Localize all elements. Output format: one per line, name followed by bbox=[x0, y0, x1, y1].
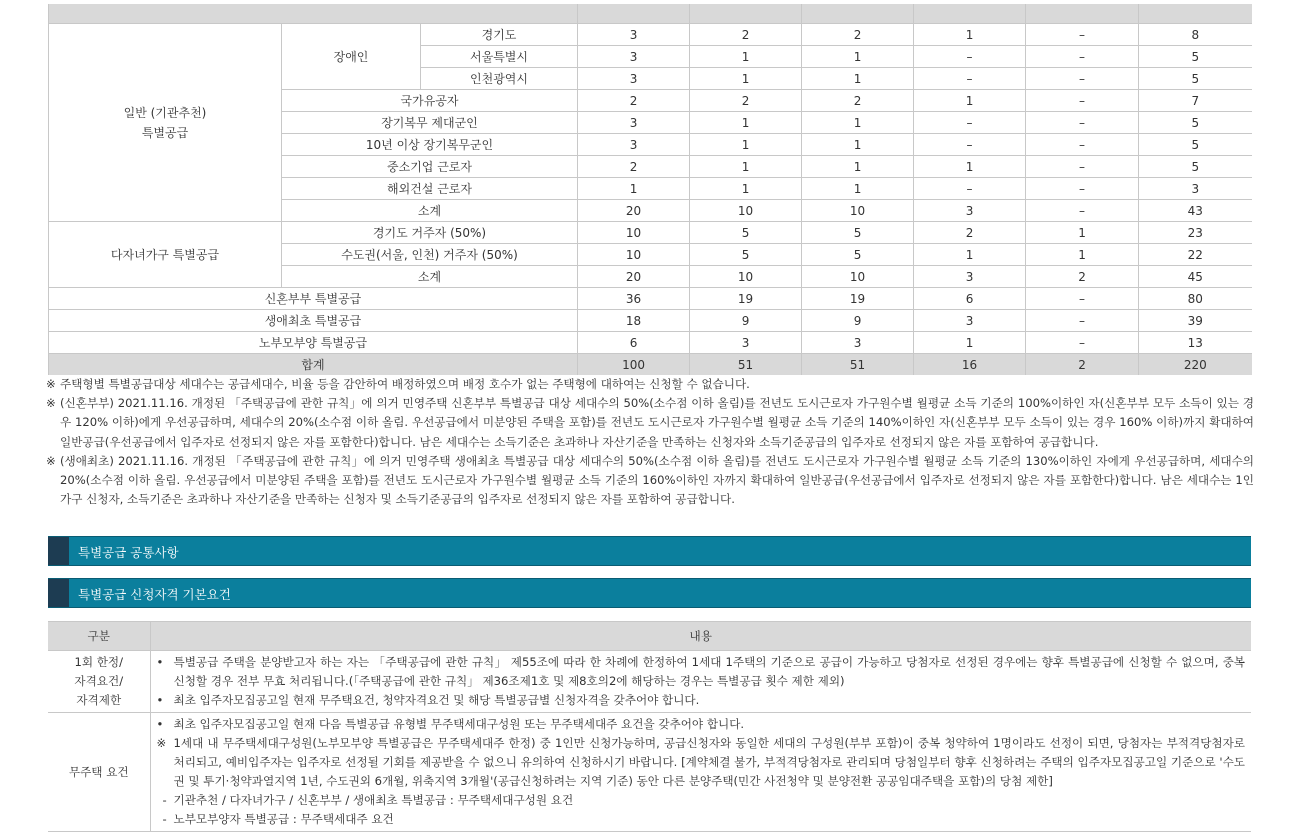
value-cell: 43 bbox=[1139, 200, 1252, 222]
item-text: 1세대 내 무주택세대구성원(노부모부양 특별공급은 무주택세대주 한정) 중 1인만 신청가능하며, 공급신청자와 동일한 세대의 구성원(부부 포함)이 중복 청약하여 1명이라도 선정이 되면, 당첨자는 부적격당첨자로 처리되고, 예비입주자는 입주자로 선정될 기회를 제공받을 수 없으니 유의하여 신청하시기 바랍니다. [계약체결 불가, 부적격당첨자로 관리되며 당첨일부터 향후 신청하려는 주택의 입주자모집공고일 기준으로 '수도권 및 투기·청약과열지역 1년, 수도권외 6개월, 위축지역 3개월'(공급신청하려는 지역 기준) 동안 다른 분양주택(민간 사전청약 및 분양전환 공공임대주택을 포함)의 당첨 제한] bbox=[173, 736, 1245, 788]
value-cell: 9 bbox=[690, 310, 802, 332]
header-cell bbox=[690, 4, 802, 24]
note-text: (신혼부부) 2021.11.16. 개정된 「주택공급에 관한 규칙」에 의거 민영주택 신혼부부 특별공급 대상 세대수의 50%(소수점 이하 올림)를 전년도 도시근로자 가구원수별 월평균 소득 기준의 100%이하인 자(신혼부부 모두 소득이 있는 경우 120% 이하)에게 우선공급하며, 세대수의 20%(소수점 이하 올림. 우선공급에서 미분양된 주택을 포함)를 전년도 도시근로자 가구원수별 월평균 소득 기준의 140%이하인 자(신혼부부 모두 소득이 있는 경우 160% 이하)까지 확대하여 일반공급(우선공급에서 입주자로 선정되지 않은 자를 포함한다)합니다. 남은 세대수는 소득기준은 초과하나 자산기준을 만족하는 신청자와 소득기준공급의 입주자로 선정되지 않은 자를 포함하여 공급합니다. bbox=[60, 396, 1254, 449]
table-row bbox=[49, 354, 1252, 376]
value-cell: 1 bbox=[802, 156, 914, 178]
value-cell: 1 bbox=[690, 178, 802, 200]
value-cell: 7 bbox=[1139, 90, 1252, 112]
table-row bbox=[48, 713, 1251, 832]
value-cell: – bbox=[1026, 178, 1139, 200]
row-label: 수도권(서울, 인천) 거주자 (50%) bbox=[282, 244, 578, 266]
section-header-common bbox=[48, 536, 1251, 566]
value-cell: 2 bbox=[914, 222, 1026, 244]
row-label: 중소기업 근로자 bbox=[282, 156, 578, 178]
row-label: 노부모부양 특별공급 bbox=[49, 332, 578, 354]
value-cell: 1 bbox=[914, 156, 1026, 178]
value-cell: 1 bbox=[578, 178, 690, 200]
value-cell: 36 bbox=[578, 288, 690, 310]
list-item bbox=[155, 791, 1246, 810]
value-cell: – bbox=[1026, 90, 1139, 112]
value-cell: 13 bbox=[1139, 332, 1252, 354]
value-cell: – bbox=[914, 178, 1026, 200]
header-category: 구분 bbox=[48, 622, 150, 651]
row-label: 합계 bbox=[49, 354, 578, 376]
row-content bbox=[150, 713, 1251, 832]
row-label: 소계 bbox=[282, 266, 578, 288]
value-cell: 3 bbox=[578, 68, 690, 90]
value-cell: 3 bbox=[802, 332, 914, 354]
value-cell: 1 bbox=[914, 90, 1026, 112]
value-cell: – bbox=[1026, 332, 1139, 354]
row-label: 인천광역시 bbox=[421, 68, 578, 90]
value-cell: 2 bbox=[690, 24, 802, 46]
header-cell bbox=[1026, 4, 1139, 24]
value-cell: 6 bbox=[914, 288, 1026, 310]
value-cell: 1 bbox=[802, 178, 914, 200]
list-item bbox=[155, 715, 1246, 734]
value-cell: – bbox=[914, 112, 1026, 134]
value-cell: 2 bbox=[1026, 354, 1139, 376]
item-text: 최초 입주자모집공고일 현재 무주택요건, 청약자격요건 및 해당 특별공급별 신청자격을 갖추어야 합니다. bbox=[173, 693, 700, 707]
row-category: 무주택 요건 bbox=[48, 713, 150, 832]
value-cell: 100 bbox=[578, 354, 690, 376]
value-cell: 2 bbox=[802, 90, 914, 112]
value-cell: 5 bbox=[1139, 68, 1252, 90]
header-cell bbox=[802, 4, 914, 24]
value-cell: 8 bbox=[1139, 24, 1252, 46]
value-cell: 2 bbox=[578, 156, 690, 178]
table-header-row bbox=[48, 622, 1251, 651]
value-cell: 10 bbox=[690, 266, 802, 288]
note-text: 주택형별 특별공급대상 세대수는 공급세대수, 비율 등을 감안하여 배정하였으며 배정 호수가 없는 주택형에 대하여는 신청할 수 없습니다. bbox=[60, 377, 750, 391]
value-cell: 6 bbox=[578, 332, 690, 354]
section-title: 특별공급 신청자격 기본요건 bbox=[78, 587, 231, 602]
value-cell: 19 bbox=[690, 288, 802, 310]
item-text: 노부모부양자 특별공급 : 무주택세대주 요건 bbox=[173, 812, 394, 826]
value-cell: 1 bbox=[802, 68, 914, 90]
list-item bbox=[155, 734, 1246, 791]
value-cell: 3 bbox=[578, 46, 690, 68]
value-cell: 1 bbox=[802, 112, 914, 134]
value-cell: 51 bbox=[802, 354, 914, 376]
group-multichild: 다자녀가구 특별공급 bbox=[49, 222, 282, 288]
value-cell: 2 bbox=[690, 90, 802, 112]
value-cell: 1 bbox=[690, 46, 802, 68]
value-cell: 22 bbox=[1139, 244, 1252, 266]
row-label: 10년 이상 장기복무군인 bbox=[282, 134, 578, 156]
value-cell: – bbox=[1026, 24, 1139, 46]
row-label: 해외건설 근로자 bbox=[282, 178, 578, 200]
table-row bbox=[49, 310, 1252, 332]
item-mark: • bbox=[156, 717, 164, 731]
value-cell: 2 bbox=[802, 24, 914, 46]
header-cell bbox=[914, 4, 1026, 24]
value-cell: 2 bbox=[578, 90, 690, 112]
note-mark: ※ bbox=[46, 396, 56, 411]
row-label: 서울특별시 bbox=[421, 46, 578, 68]
item-text: 기관추천 / 다자녀가구 / 신혼부부 / 생애최초 특별공급 : 무주택세대구성원 요건 bbox=[173, 793, 574, 807]
value-cell: 1 bbox=[1026, 222, 1139, 244]
value-cell: 51 bbox=[690, 354, 802, 376]
value-cell: 10 bbox=[802, 200, 914, 222]
value-cell: 5 bbox=[1139, 156, 1252, 178]
row-content bbox=[150, 651, 1251, 713]
value-cell: 220 bbox=[1139, 354, 1252, 376]
list-item bbox=[155, 810, 1246, 829]
value-cell: 16 bbox=[914, 354, 1026, 376]
value-cell: 10 bbox=[802, 266, 914, 288]
value-cell: 3 bbox=[914, 310, 1026, 332]
value-cell: 2 bbox=[1026, 266, 1139, 288]
value-cell: 23 bbox=[1139, 222, 1252, 244]
row-label: 소계 bbox=[282, 200, 578, 222]
value-cell: – bbox=[914, 134, 1026, 156]
item-mark: • bbox=[156, 693, 164, 707]
value-cell: 10 bbox=[690, 200, 802, 222]
value-cell: – bbox=[1026, 134, 1139, 156]
value-cell: 18 bbox=[578, 310, 690, 332]
table-row bbox=[48, 651, 1251, 713]
table-row bbox=[49, 332, 1252, 354]
value-cell: 5 bbox=[690, 244, 802, 266]
group-disabled: 장애인 bbox=[282, 24, 421, 90]
value-cell: 10 bbox=[578, 244, 690, 266]
item-mark: • bbox=[156, 655, 164, 669]
item-text: 특별공급 주택을 분양받고자 하는 자는 「주택공급에 관한 규칙」 제55조에 따라 한 차례에 한정하여 1세대 1주택의 기준으로 공급이 가능하고 당첨자로 선정된 경우에는 향후 특별공급에 신청할 수 없으며, 중복 신청할 경우 전부 무효 처리됩니다.(「주택공급에 관한 규칙」 제36조제1호 및 제8호의2에 해당하는 경우는 특별공급 횟수 제한 제외) bbox=[173, 655, 1245, 688]
value-cell: – bbox=[1026, 156, 1139, 178]
value-cell: – bbox=[1026, 310, 1139, 332]
item-mark: ※ bbox=[156, 736, 167, 750]
item-text: 최초 입주자모집공고일 현재 다음 특별공급 유형별 무주택세대구성원 또는 무주택세대주 요건을 갖추어야 합니다. bbox=[173, 717, 745, 731]
value-cell: 3 bbox=[690, 332, 802, 354]
section-header-eligibility bbox=[48, 578, 1251, 608]
header-cell bbox=[578, 4, 690, 24]
header-content: 내용 bbox=[150, 622, 1251, 651]
note-item bbox=[46, 452, 1254, 510]
row-label: 경기도 거주자 (50%) bbox=[282, 222, 578, 244]
note-item bbox=[46, 394, 1254, 452]
value-cell: 1 bbox=[690, 68, 802, 90]
item-mark: - bbox=[162, 812, 167, 826]
value-cell: 1 bbox=[690, 156, 802, 178]
value-cell: – bbox=[1026, 46, 1139, 68]
section-marker bbox=[48, 579, 69, 607]
notes bbox=[46, 375, 1254, 509]
list-item bbox=[155, 691, 1246, 710]
value-cell: 10 bbox=[578, 222, 690, 244]
group-general: 일반 (기관추천) 특별공급 bbox=[49, 24, 282, 222]
note-text: (생애최초) 2021.11.16. 개정된 「주택공급에 관한 규칙」에 의거 민영주택 생애최초 특별공급 대상 세대수의 50%(소수점 이하 올림)를 전년도 도시근로자 가구원수별 월평균 소득 기준의 130%이하인 자에게 우선공급하며, 세대수의 20%(소수점 이하 올림. 우선공급에서 미분양된 주택을 포함)를 전년도 도시근로자 가구원수별 월평균 소득 기준의 160%이하인 자까지 확대하여 일반공급(우선공급에서 입주자로 선정되지 않은 자를 포함한다)합니다. 남은 세대수는 1인 가구 신청자, 소득기준은 초과하나 자산기준을 만족하는 신청자 및 소득기준공급의 입주자로 선정되지 않은 자를 포함하여 공급합니다. bbox=[60, 453, 1254, 507]
list-item bbox=[155, 653, 1246, 691]
row-label: 국가유공자 bbox=[282, 90, 578, 112]
value-cell: 3 bbox=[1139, 178, 1252, 200]
eligibility-table bbox=[48, 621, 1251, 832]
value-cell: 5 bbox=[802, 222, 914, 244]
value-cell: 3 bbox=[578, 24, 690, 46]
value-cell: 1 bbox=[690, 134, 802, 156]
value-cell: 5 bbox=[1139, 134, 1252, 156]
note-item bbox=[46, 375, 1254, 394]
header-cell bbox=[49, 4, 578, 24]
value-cell: 5 bbox=[690, 222, 802, 244]
row-label: 경기도 bbox=[421, 24, 578, 46]
value-cell: 1 bbox=[802, 46, 914, 68]
value-cell: – bbox=[1026, 112, 1139, 134]
table-row bbox=[49, 222, 1252, 244]
value-cell: 5 bbox=[1139, 112, 1252, 134]
value-cell: – bbox=[914, 46, 1026, 68]
value-cell: 19 bbox=[802, 288, 914, 310]
value-cell: 3 bbox=[578, 112, 690, 134]
section-title: 특별공급 공통사항 bbox=[78, 545, 179, 560]
value-cell: 80 bbox=[1139, 288, 1252, 310]
note-mark: ※ bbox=[46, 377, 56, 391]
header-cell bbox=[1139, 4, 1252, 24]
value-cell: – bbox=[1026, 200, 1139, 222]
supply-count-table bbox=[48, 4, 1252, 375]
value-cell: 1 bbox=[802, 134, 914, 156]
value-cell: 3 bbox=[914, 266, 1026, 288]
note-mark: ※ bbox=[46, 453, 56, 468]
value-cell: 5 bbox=[802, 244, 914, 266]
value-cell: 5 bbox=[1139, 46, 1252, 68]
value-cell: 3 bbox=[914, 200, 1026, 222]
value-cell: 1 bbox=[1026, 244, 1139, 266]
table-row bbox=[49, 288, 1252, 310]
row-label: 신혼부부 특별공급 bbox=[49, 288, 578, 310]
value-cell: 1 bbox=[690, 112, 802, 134]
value-cell: 1 bbox=[914, 244, 1026, 266]
value-cell: 3 bbox=[578, 134, 690, 156]
value-cell: 1 bbox=[914, 332, 1026, 354]
row-label: 생애최초 특별공급 bbox=[49, 310, 578, 332]
row-category: 1회 한정/ 자격요건/ 자격제한 bbox=[48, 651, 150, 713]
table-row bbox=[49, 24, 1252, 46]
value-cell: – bbox=[1026, 288, 1139, 310]
row-label: 장기복무 제대군인 bbox=[282, 112, 578, 134]
value-cell: – bbox=[914, 68, 1026, 90]
value-cell: 20 bbox=[578, 200, 690, 222]
value-cell: 20 bbox=[578, 266, 690, 288]
value-cell: 45 bbox=[1139, 266, 1252, 288]
value-cell: 39 bbox=[1139, 310, 1252, 332]
section-marker bbox=[48, 537, 69, 565]
item-mark: - bbox=[162, 793, 167, 807]
value-cell: – bbox=[1026, 68, 1139, 90]
table-header-row bbox=[49, 4, 1252, 24]
value-cell: 1 bbox=[914, 24, 1026, 46]
value-cell: 9 bbox=[802, 310, 914, 332]
